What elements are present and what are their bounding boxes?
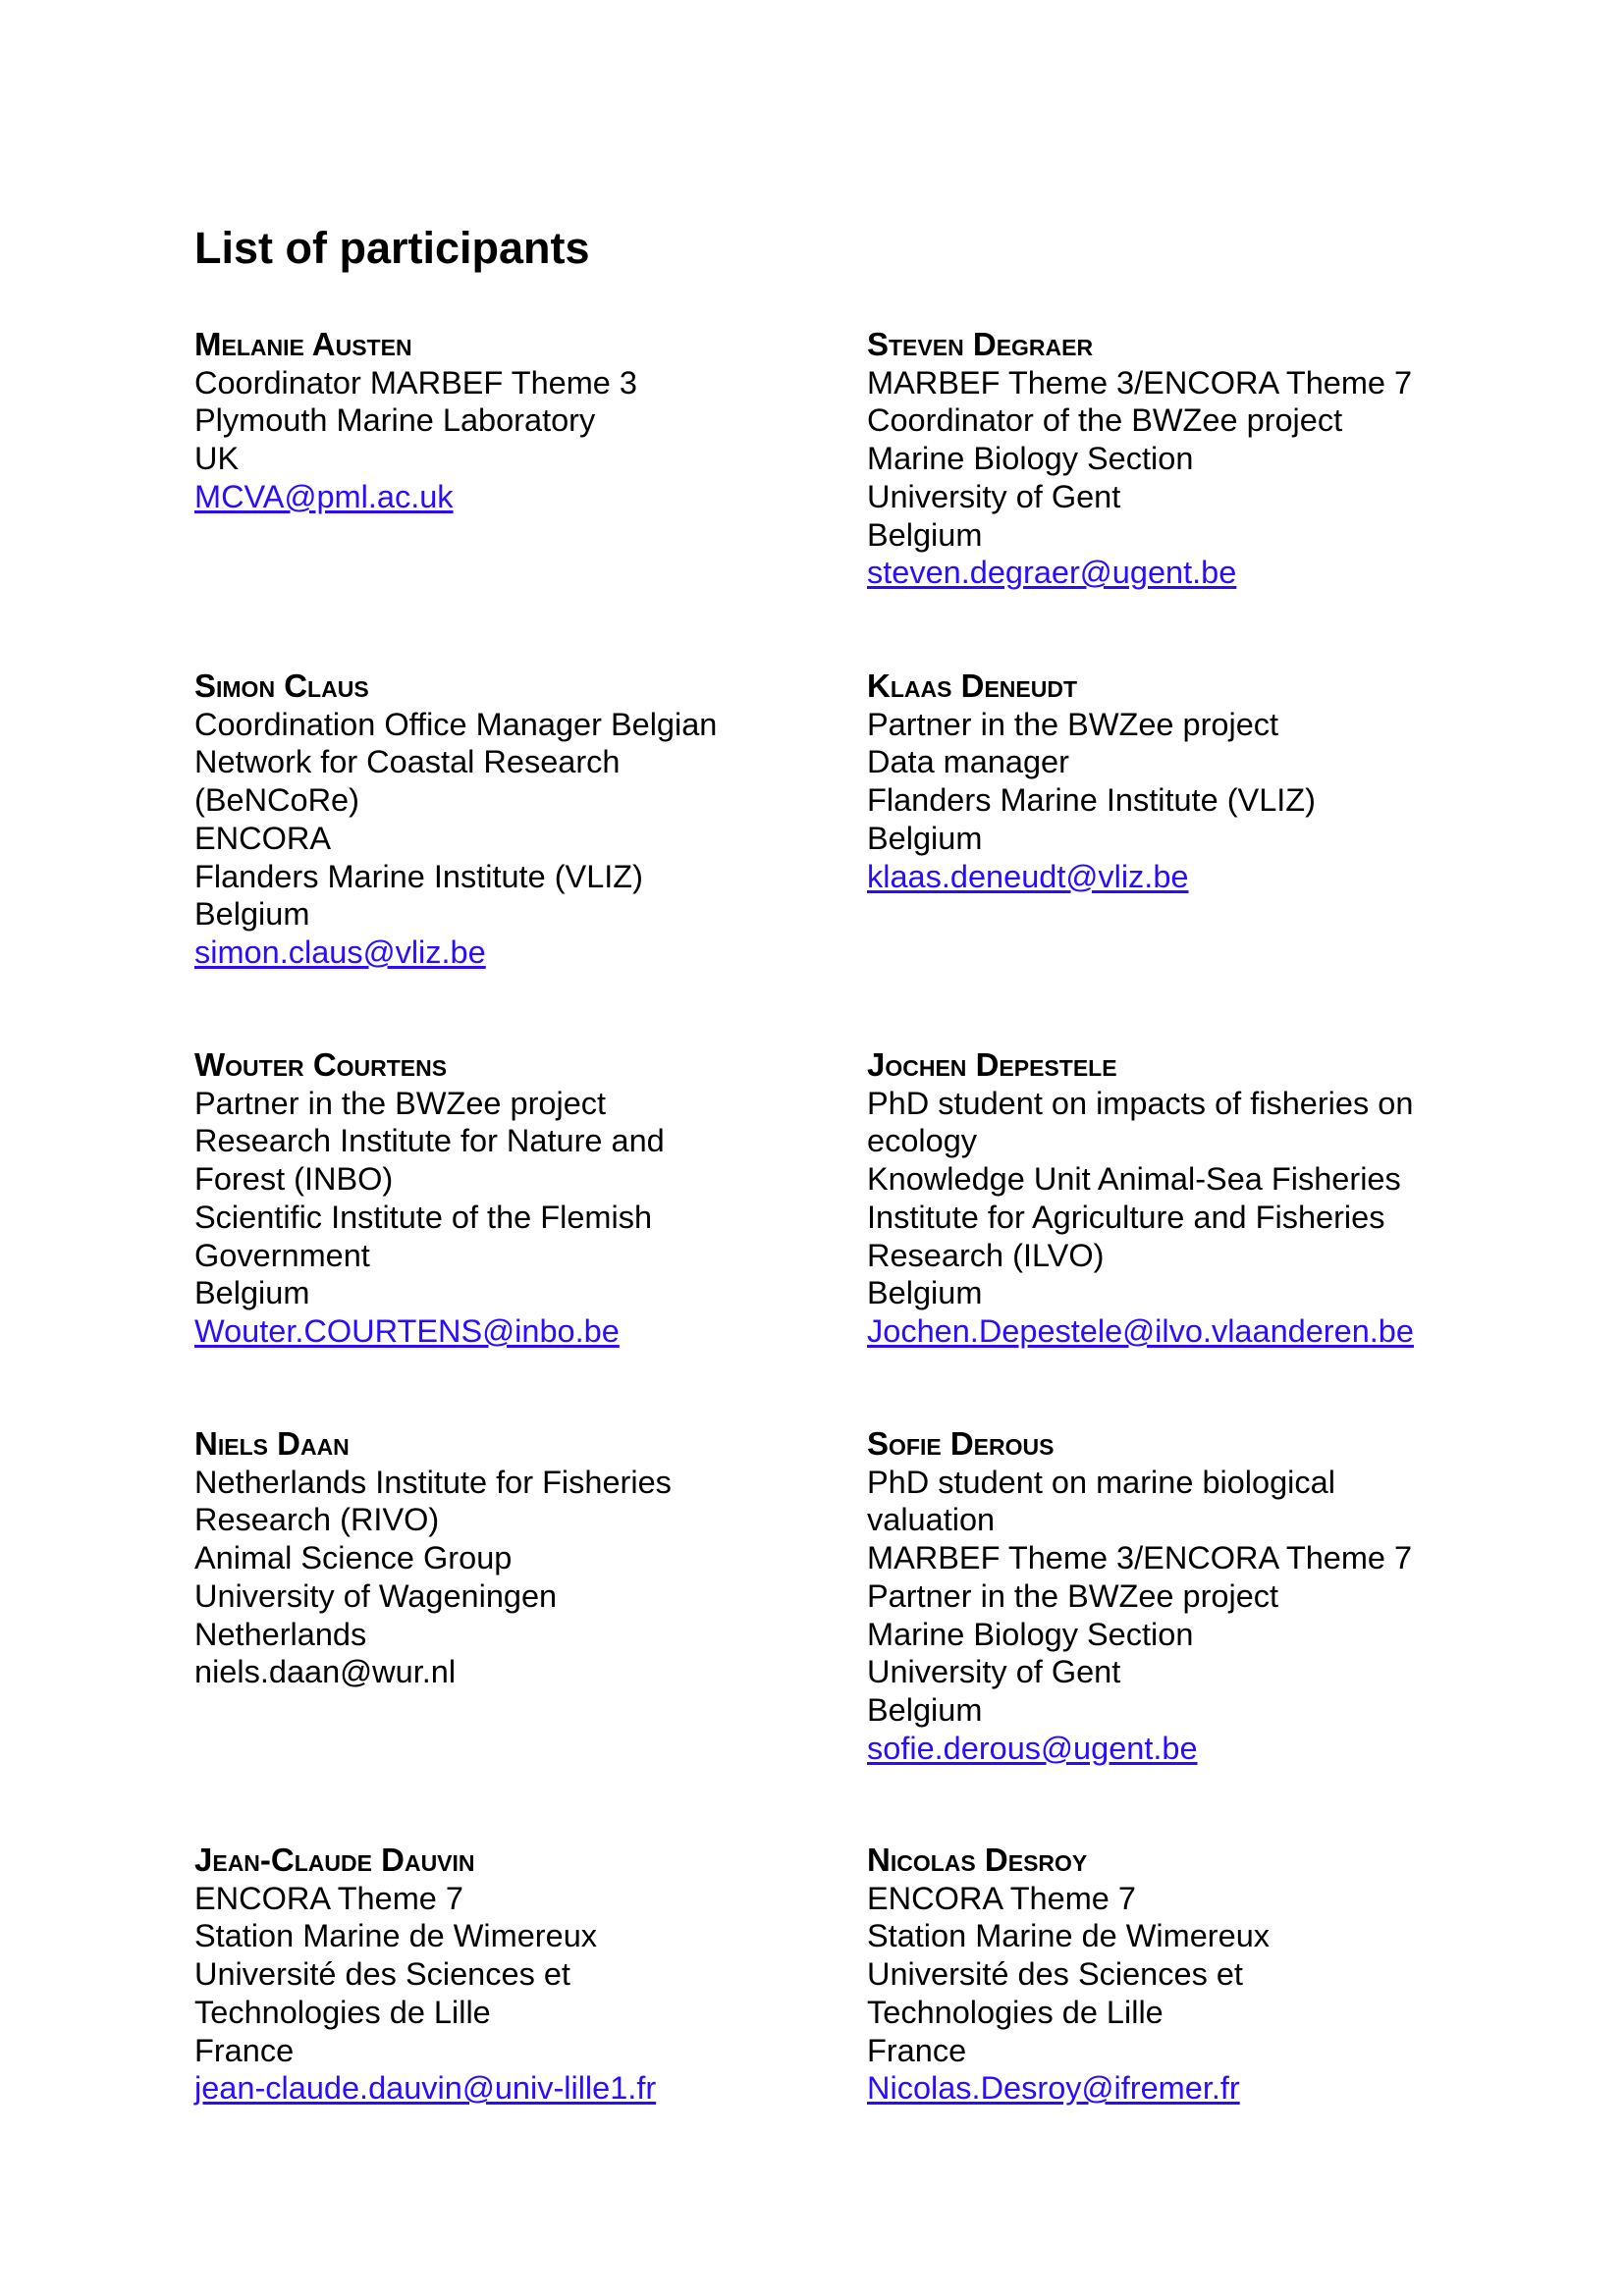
participant-affiliation-line: Belgium: [867, 1691, 983, 1728]
participant-affiliation-line: Coordination Office Manager Belgian: [194, 706, 718, 742]
participant-affiliation-line: Partner in the BWZee project: [867, 1577, 1279, 1614]
participant-email-link[interactable]: Nicolas.Desroy@ifremer.fr: [867, 2070, 1240, 2107]
page-title: List of participants: [194, 223, 590, 273]
participant-affiliation-line: Flanders Marine Institute (VLIZ): [194, 858, 643, 894]
participant-affiliation-line: Forest (INBO): [194, 1161, 394, 1198]
participant-affiliation-line: UK: [194, 441, 240, 477]
participant-affiliation-line: Marine Biology Section: [867, 441, 1194, 477]
participant-email-link[interactable]: Wouter.COURTENS@inbo.be: [194, 1312, 620, 1349]
participant-name: Sofie Derous: [867, 1425, 1055, 1462]
participant-affiliation-line: Partner in the BWZee project: [867, 706, 1279, 742]
participant-affiliation-line: valuation: [867, 1502, 996, 1538]
participant-email: niels.daan@wur.nl: [194, 1654, 457, 1690]
participant-affiliation-line: ecology: [867, 1123, 978, 1159]
participant-affiliation-line: Belgium: [867, 820, 983, 856]
participant-email-link[interactable]: simon.claus@vliz.be: [194, 934, 486, 970]
participant-email-link[interactable]: jean-claude.dauvin@univ-lille1.fr: [194, 2070, 657, 2107]
participant-name: Jochen Depestele: [867, 1046, 1117, 1083]
participant-affiliation-line: Research (RIVO): [194, 1502, 440, 1538]
participant-name: Klaas Deneudt: [867, 667, 1078, 704]
participant-name: Nicolas Desroy: [867, 1842, 1088, 1878]
participant-affiliation-line: University of Gent: [867, 478, 1121, 514]
participant-affiliation-line: Network for Coastal Research: [194, 744, 621, 780]
participant-affiliation-line: Belgium: [194, 1275, 310, 1311]
participant-affiliation-line: ENCORA: [194, 820, 332, 856]
participant-entry: [194, 326, 823, 516]
participant-name: Melanie Austen: [194, 326, 412, 362]
participant-name: Niels Daan: [194, 1425, 350, 1462]
participant-affiliation-line: Data manager: [867, 744, 1069, 780]
participant-entry: [194, 1842, 823, 2108]
participant-affiliation-line: PhD student on marine biological: [867, 1464, 1335, 1500]
participant-entry: [867, 667, 1495, 895]
participant-affiliation-line: Station Marine de Wimereux: [867, 1918, 1271, 1954]
participant-entry: [194, 1046, 823, 1351]
participant-affiliation-line: Technologies de Lille: [194, 1994, 491, 2030]
participant-affiliation-line: Research (ILVO): [867, 1237, 1105, 1273]
participant-affiliation-line: Flanders Marine Institute (VLIZ): [867, 782, 1316, 819]
participant-affiliation-line: Research Institute for Nature and: [194, 1123, 665, 1159]
participant-affiliation-line: University of Gent: [867, 1654, 1121, 1690]
participant-affiliation-line: MARBEF Theme 3/ENCORA Theme 7: [867, 364, 1413, 400]
participant-affiliation-line: Institute for Agriculture and Fisheries: [867, 1199, 1385, 1235]
participant-affiliation-line: Marine Biology Section: [867, 1616, 1194, 1652]
participant-affiliation-line: Technologies de Lille: [867, 1994, 1164, 2030]
participant-affiliation-line: PhD student on impacts of fisheries on: [867, 1085, 1414, 1121]
participant-affiliation-line: Belgium: [867, 1275, 983, 1311]
participant-affiliation-line: France: [867, 2032, 967, 2068]
participant-affiliation-line: ENCORA Theme 7: [194, 1880, 463, 1916]
participant-name: Jean-Claude Dauvin: [194, 1842, 475, 1878]
participant-entry: [194, 1425, 823, 1691]
participant-affiliation-line: Animal Science Group: [194, 1540, 513, 1576]
participant-affiliation-line: Université des Sciences et: [867, 1956, 1243, 1993]
participant-affiliation-line: ENCORA Theme 7: [867, 1880, 1136, 1916]
participant-entry: [194, 667, 823, 972]
participant-entry: [867, 1842, 1495, 2108]
participant-affiliation-line: MARBEF Theme 3/ENCORA Theme 7: [867, 1540, 1413, 1576]
participant-email-link[interactable]: steven.degraer@ugent.be: [867, 555, 1237, 591]
participant-email-link[interactable]: MCVA@pml.ac.uk: [194, 478, 454, 514]
participant-affiliation-line: Knowledge Unit Animal-Sea Fisheries: [867, 1161, 1401, 1198]
participant-affiliation-line: Netherlands Institute for Fisheries: [194, 1464, 672, 1500]
participant-name: Simon Claus: [194, 667, 369, 704]
participant-name: Steven Degraer: [867, 326, 1094, 362]
participant-affiliation-line: Station Marine de Wimereux: [194, 1918, 598, 1954]
participant-affiliation-line: (BeNCoRe): [194, 782, 359, 819]
participant-entry: [867, 1425, 1495, 1767]
participant-affiliation-line: Belgium: [867, 516, 983, 553]
participant-affiliation-line: Université des Sciences et: [194, 1956, 570, 1993]
participant-affiliation-line: Plymouth Marine Laboratory: [194, 402, 596, 439]
participant-affiliation-line: Belgium: [194, 896, 310, 933]
participant-affiliation-line: Scientific Institute of the Flemish: [194, 1199, 653, 1235]
participant-name: Wouter Courtens: [194, 1046, 448, 1083]
participant-affiliation-line: France: [194, 2032, 295, 2068]
participant-email-link[interactable]: sofie.derous@ugent.be: [867, 1730, 1198, 1766]
participant-email-link[interactable]: klaas.deneudt@vliz.be: [867, 858, 1189, 894]
participant-affiliation-line: Partner in the BWZee project: [194, 1085, 607, 1121]
participant-entry: [867, 326, 1495, 592]
participant-affiliation-line: Netherlands: [194, 1616, 367, 1652]
participant-email-link[interactable]: Jochen.Depestele@ilvo.vlaanderen.be: [867, 1312, 1414, 1349]
participant-affiliation-line: Government: [194, 1237, 370, 1273]
participant-entry: [867, 1046, 1495, 1351]
participant-affiliation-line: Coordinator MARBEF Theme 3: [194, 364, 637, 400]
participant-affiliation-line: University of Wageningen: [194, 1577, 558, 1614]
participant-affiliation-line: Coordinator of the BWZee project: [867, 402, 1343, 439]
